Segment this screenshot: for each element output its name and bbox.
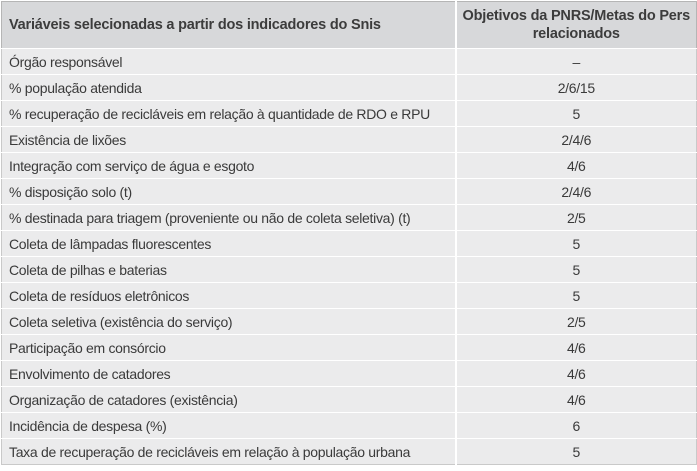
- header-objectives-line2: relacionados: [532, 26, 620, 42]
- variable-cell: Existência de lixões: [2, 127, 456, 153]
- variable-cell: Coleta de lâmpadas fluorescentes: [2, 231, 456, 257]
- variable-cell: Coleta de pilhas e baterias: [2, 257, 456, 283]
- table-row: [2, 49, 697, 75]
- variable-cell: Taxa de recuperação de recicláveis em relação à população urbana: [2, 439, 456, 465]
- table-row: [2, 205, 697, 231]
- objectives-cell: 2/4/6: [456, 179, 697, 205]
- variable-cell: % população atendida: [2, 75, 456, 101]
- table-row: [2, 413, 697, 439]
- table-row: [2, 361, 697, 387]
- table-row: [2, 127, 697, 153]
- table-row: [2, 101, 697, 127]
- objectives-cell: 5: [456, 257, 697, 283]
- objectives-cell: 6: [456, 413, 697, 439]
- table-row: [2, 387, 697, 413]
- variable-cell: % recuperação de recicláveis em relação à quantidade de RDO e RPU: [2, 101, 456, 127]
- variable-cell: % disposição solo (t): [2, 179, 456, 205]
- table-row: [2, 231, 697, 257]
- header-variables: Variáveis selecionadas a partir dos indicadores do Snis: [2, 2, 456, 49]
- variable-cell: Órgão responsável: [2, 49, 456, 75]
- objectives-cell: 2/6/15: [456, 75, 697, 101]
- header-row: [2, 2, 697, 49]
- indicators-table: [1, 1, 697, 465]
- objectives-cell: 5: [456, 439, 697, 465]
- objectives-cell: 4/6: [456, 361, 697, 387]
- variable-cell: Envolvimento de catadores: [2, 361, 456, 387]
- table-header: [2, 2, 697, 49]
- objectives-cell: 5: [456, 283, 697, 309]
- table-container: [1, 1, 696, 469]
- header-objectives-line1: Objetivos da PNRS/Metas do Pers: [462, 8, 690, 24]
- objectives-cell: 2/5: [456, 205, 697, 231]
- objectives-cell: 2/4/6: [456, 127, 697, 153]
- table-body: [2, 49, 697, 465]
- variable-cell: Coleta de resíduos eletrônicos: [2, 283, 456, 309]
- variable-cell: Coleta seletiva (existência do serviço): [2, 309, 456, 335]
- objectives-cell: –: [456, 49, 697, 75]
- variable-cell: Organização de catadores (existência): [2, 387, 456, 413]
- table-row: [2, 335, 697, 361]
- table-row: [2, 283, 697, 309]
- objectives-cell: 4/6: [456, 387, 697, 413]
- table-row: [2, 179, 697, 205]
- table-row: [2, 153, 697, 179]
- table-row: [2, 257, 697, 283]
- variable-cell: Participação em consórcio: [2, 335, 456, 361]
- header-objectives: [456, 2, 697, 49]
- objectives-cell: 4/6: [456, 335, 697, 361]
- table-row: [2, 309, 697, 335]
- objectives-cell: 2/5: [456, 309, 697, 335]
- variable-cell: Integração com serviço de água e esgoto: [2, 153, 456, 179]
- table-row: [2, 75, 697, 101]
- objectives-cell: 5: [456, 231, 697, 257]
- variable-cell: Incidência de despesa (%): [2, 413, 456, 439]
- table-row: [2, 439, 697, 465]
- objectives-cell: 5: [456, 101, 697, 127]
- variable-cell: % destinada para triagem (proveniente ou não de coleta seletiva) (t): [2, 205, 456, 231]
- objectives-cell: 4/6: [456, 153, 697, 179]
